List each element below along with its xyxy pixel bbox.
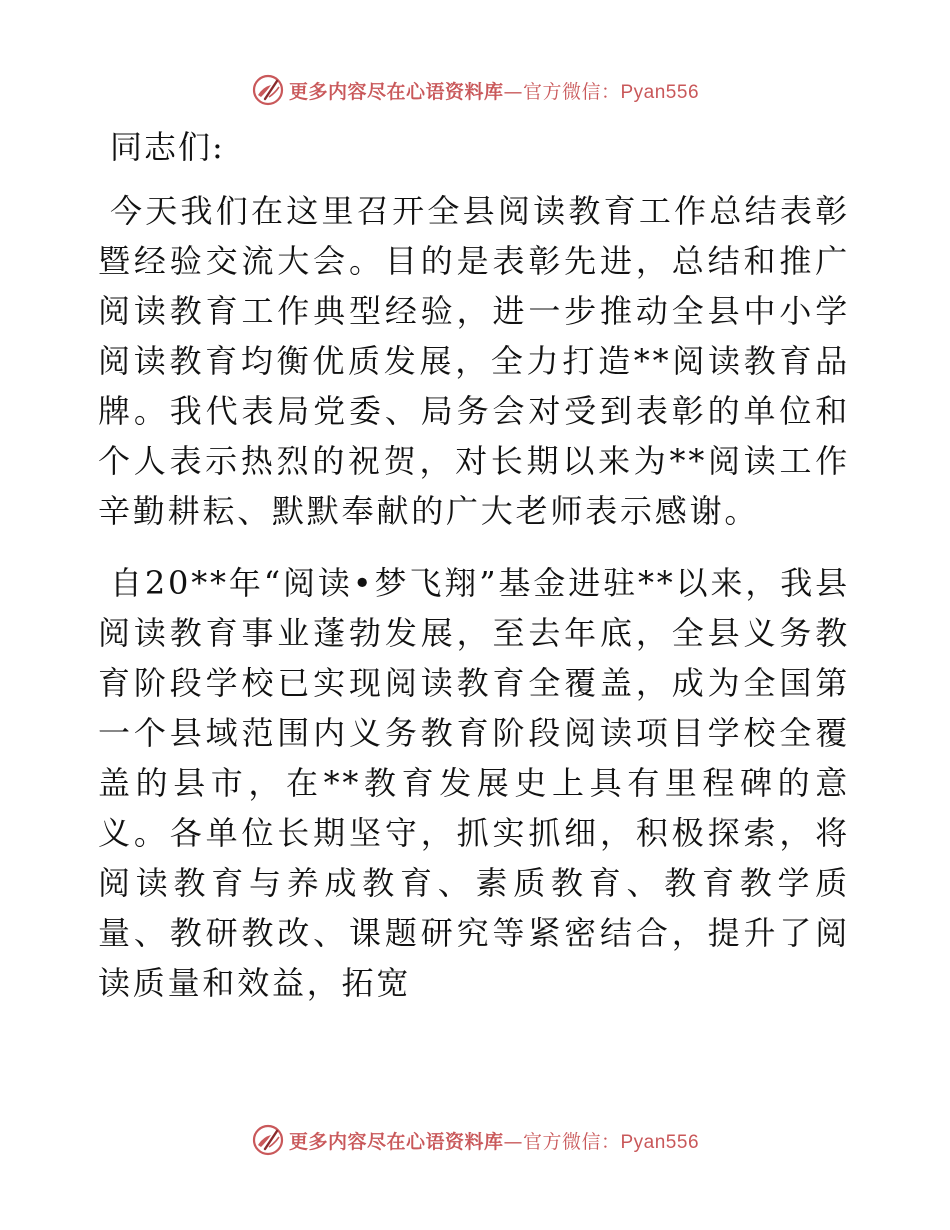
header-banner (0, 70, 950, 110)
salutation: 同志们: (110, 128, 225, 166)
footer-wechat-label: 官方微信： (522, 1130, 621, 1153)
footer-site-text: 更多内容尽在心语资料库 (288, 1130, 504, 1153)
paragraph-1: 今天我们在这里召开全县阅读教育工作总结表彰暨经验交流大会。目的是表彰先进，总结和推广阅读教育工作典型经验，进一步推动全县中小学阅读教育均衡优质发展，全力打造**阅读教育品牌。我代表局党委、局务会对受到表彰的单位和个人表示热烈的祝贺，对长期以来为**阅读工作辛勤耕耘、默默奉献的广大老师表示感谢。 (98, 192, 850, 530)
book-logo-icon (251, 1123, 285, 1157)
book-logo-icon (251, 73, 285, 107)
header-banner-text (289, 77, 699, 104)
header-dash: — (503, 80, 523, 103)
header-site-text: 更多内容尽在心语资料库 (288, 80, 504, 103)
footer-banner (0, 1120, 950, 1160)
paragraph-2: 自20**年“阅读•梦飞翔”基金进驻**以来，我县阅读教育事业蓬勃发展，至去年底，全县义务教育阶段学校已实现阅读教育全覆盖，成为全国第一个县域范围内义务教育阶段阅读项目学校全覆盖的县市，在**教育发展史上具有里程碑的意义。各单位长期坚守，抓实抓细，积极探索，将阅读教育与养成教育、素质教育、教育教学质量、教研教改、课题研究等紧密结合，提升了阅读质量和效益，拓宽 (98, 564, 850, 1002)
footer-banner-text (289, 1127, 699, 1154)
footer-wechat-id: Pyan556 (620, 1131, 700, 1153)
footer-dash: — (503, 1130, 523, 1153)
document-body (98, 122, 850, 1030)
header-wechat-id: Pyan556 (620, 81, 700, 103)
header-wechat-label: 官方微信： (522, 80, 621, 103)
